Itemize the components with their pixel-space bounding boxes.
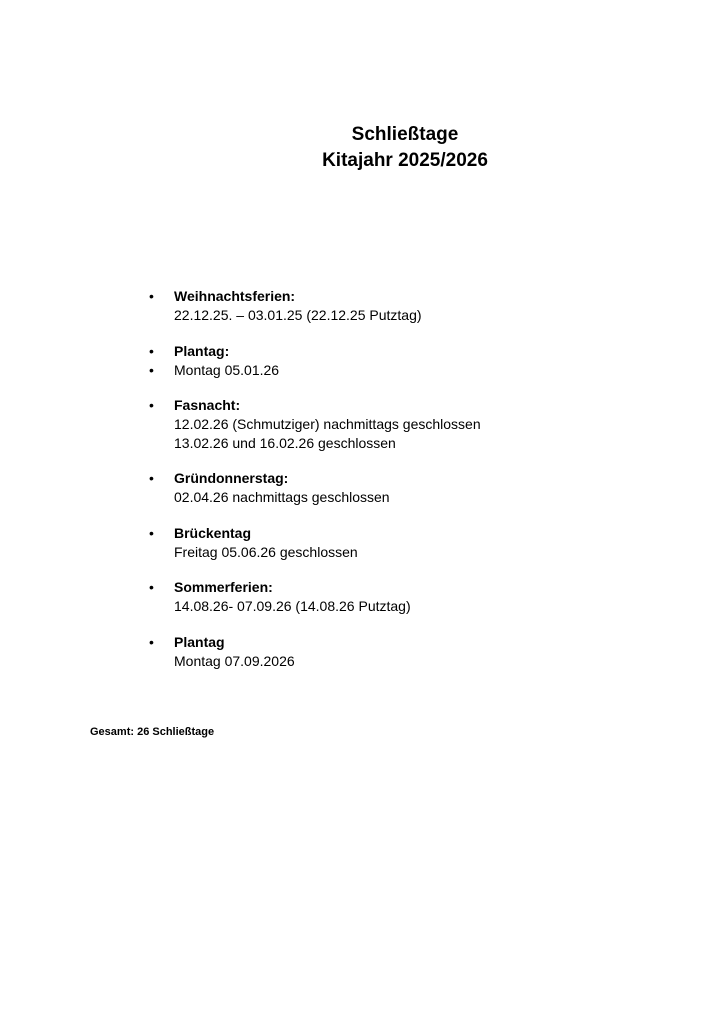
list-item bbox=[174, 396, 481, 453]
item-heading: Weihnachtsferien: bbox=[174, 288, 296, 304]
list-item bbox=[174, 578, 411, 616]
bullet-icon: • bbox=[149, 634, 154, 650]
list-item bbox=[174, 469, 390, 507]
bullet-icon: • bbox=[149, 397, 154, 413]
total-closure-days: Gesamt: 26 Schließtage bbox=[90, 726, 215, 738]
bullet-icon: • bbox=[149, 362, 154, 378]
bullet-icon: • bbox=[149, 470, 154, 486]
item-line: Freitag 05.06.26 geschlossen bbox=[174, 544, 358, 560]
bullet-icon: • bbox=[149, 288, 154, 304]
item-heading: Sommerferien: bbox=[174, 579, 273, 595]
item-heading: Plantag bbox=[174, 634, 225, 650]
item-heading: Gründonnerstag: bbox=[174, 470, 289, 486]
item-line: 13.02.26 und 16.02.26 geschlossen bbox=[174, 435, 396, 451]
list-item bbox=[174, 287, 422, 325]
bullet-icon: • bbox=[149, 343, 154, 359]
list-item bbox=[174, 361, 279, 380]
item-line: 12.02.26 (Schmutziger) nachmittags geschlossen bbox=[174, 416, 481, 432]
item-heading: Plantag: bbox=[174, 343, 230, 359]
item-heading: Fasnacht: bbox=[174, 397, 241, 413]
title-line-2: Kitajahr 2025/2026 bbox=[322, 150, 488, 171]
title-line-1: Schließtage bbox=[351, 124, 459, 145]
bullet-icon: • bbox=[149, 525, 154, 541]
item-line: 02.04.26 nachmittags geschlossen bbox=[174, 489, 390, 505]
item-line: 14.08.26- 07.09.26 (14.08.26 Putztag) bbox=[174, 598, 411, 614]
bullet-icon: • bbox=[149, 579, 154, 595]
item-line: Montag 05.01.26 bbox=[174, 362, 280, 378]
item-heading: Brückentag bbox=[174, 525, 252, 541]
list-item bbox=[174, 633, 295, 671]
item-line: 22.12.25. – 03.01.25 (22.12.25 Putztag) bbox=[174, 307, 422, 323]
list-item bbox=[174, 342, 229, 361]
item-line: Montag 07.09.2026 bbox=[174, 653, 295, 669]
list-item bbox=[174, 524, 358, 562]
